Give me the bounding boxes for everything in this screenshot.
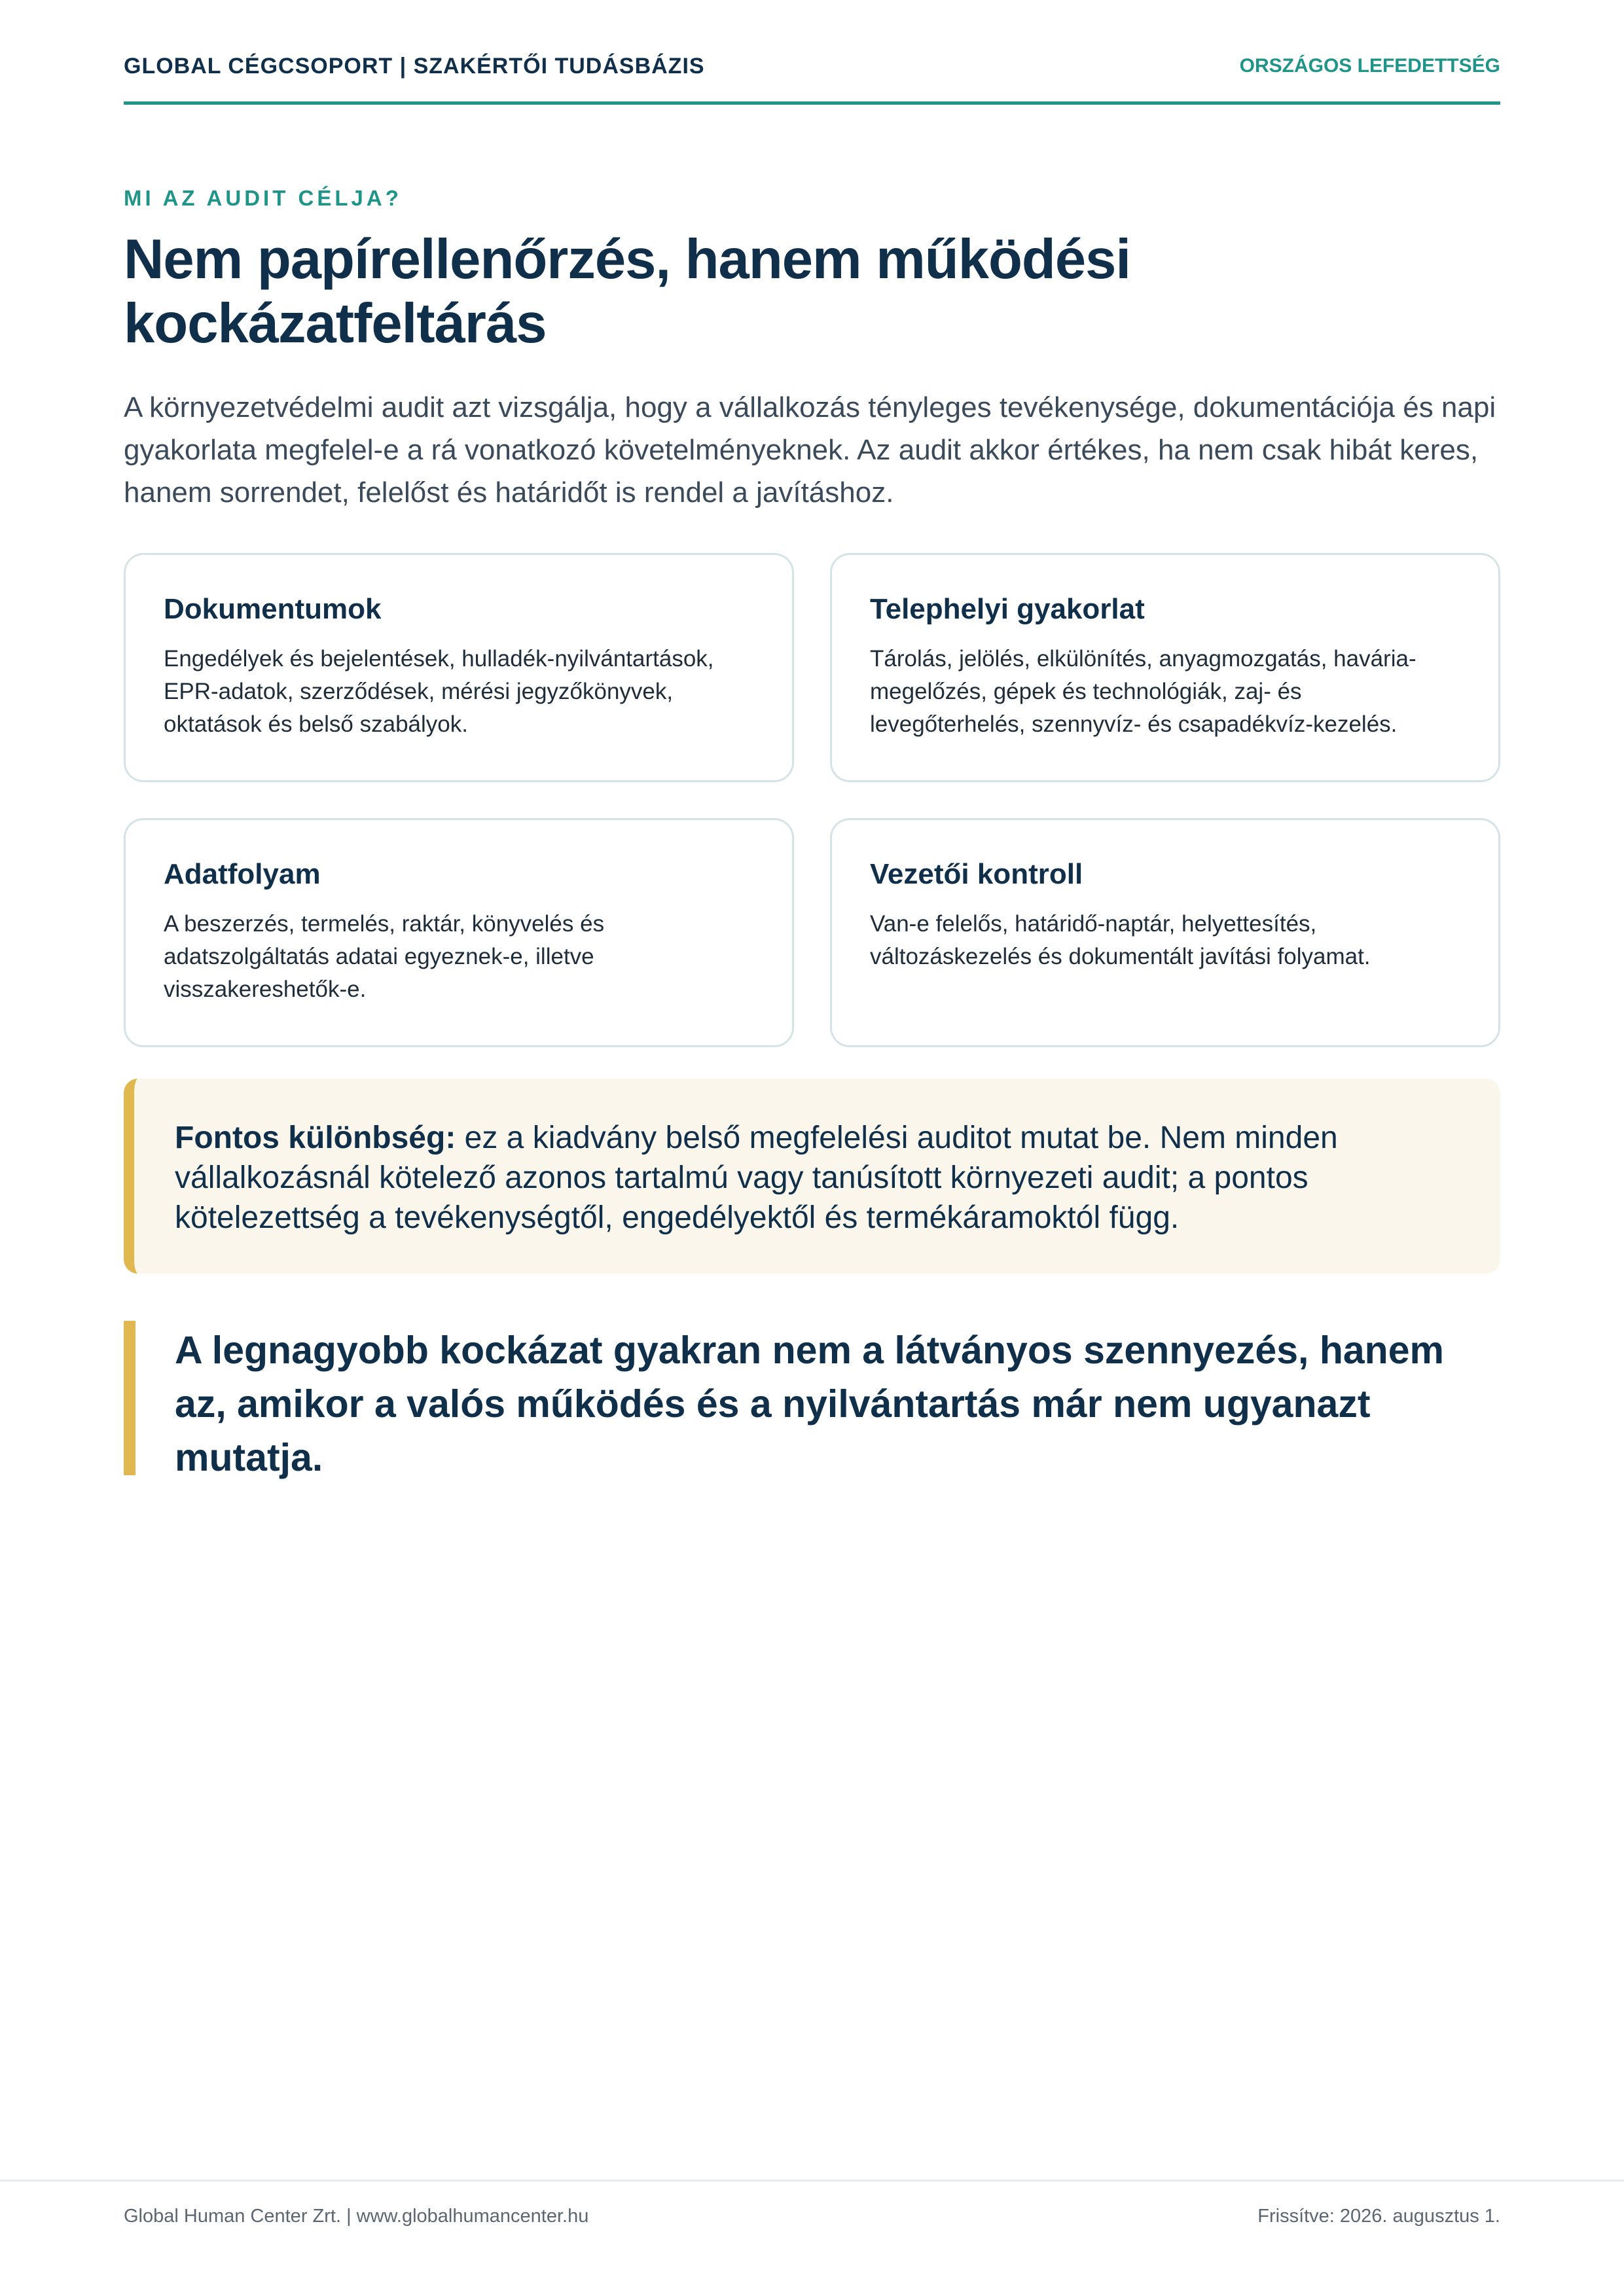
card-site-practice bbox=[830, 553, 1500, 782]
note-text: ez a kiadvány belső megfelelési auditot mutat be. Nem minden vállalkozásnál kötelező azonos tartalmú vagy tanúsított környezeti audit; a pontos kötelezettség a tevékenységtől, engedélyektől és termékáramoktól függ. bbox=[175, 1121, 1338, 1235]
card-text: A beszerzés, termelés, raktár, könyvelés és adatszolgáltatás adatai egyeznek-e, illetve visszakereshetők-e. bbox=[164, 911, 605, 1002]
section-eyebrow: MI AZ AUDIT CÉLJA? bbox=[124, 186, 402, 210]
note-label: Fontos különbség: bbox=[175, 1121, 456, 1155]
card-title: Vezetői kontroll bbox=[870, 858, 1083, 890]
page-header bbox=[124, 54, 1500, 105]
card-text: Engedélyek és bejelentések, hulladék-nyilvántartások, EPR-adatok, szerződések, mérési jegyzőkönyvek, oktatások és belső szabályok. bbox=[164, 646, 714, 737]
footer-divider bbox=[0, 2179, 1624, 2181]
brand-title: GLOBAL CÉGCSOPORT | SZAKÉRTŐI TUDÁSBÁZIS bbox=[124, 54, 705, 79]
pull-quote: A legnagyobb kockázat gyakran nem a látványos szennyezés, hanem az, amikor a valós működés és a nyilvántartás már nem ugyanazt mutatja. bbox=[124, 1321, 1500, 1475]
card-text: Tárolás, jelölés, elkülönítés, anyagmozgatás, havária-megelőzés, gépek és technológiák, zaj- és levegőterhelés, szennyvíz- és csapadékvíz-kezelés. bbox=[870, 646, 1416, 737]
card-title: Telephelyi gyakorlat bbox=[870, 593, 1145, 625]
card-title: Adatfolyam bbox=[164, 858, 321, 890]
page-title: Nem papírellenőrzés, hanem működési kockázatfeltárás bbox=[124, 228, 1130, 355]
card-management-control bbox=[830, 818, 1500, 1047]
card-data-flow bbox=[124, 818, 794, 1047]
coverage-label: ORSZÁGOS LEFEDETTSÉG bbox=[1239, 55, 1500, 77]
footer-updated: Frissítve: 2026. augusztus 1. bbox=[1257, 2206, 1500, 2227]
important-note bbox=[124, 1079, 1500, 1274]
footer-company: Global Human Center Zrt. | www.globalhumancenter.hu bbox=[124, 2206, 589, 2227]
card-documents bbox=[124, 553, 794, 782]
card-text: Van-e felelős, határidő-naptár, helyettesítés, változáskezelés és dokumentált javítási folyamat. bbox=[870, 911, 1371, 969]
card-title: Dokumentumok bbox=[164, 593, 382, 625]
intro-paragraph: A környezetvédelmi audit azt vizsgálja, hogy a vállalkozás tényleges tevékenysége, dokumentációja és napi gyakorlata megfelel-e a rá vonatkozó követelményeknek. Az audit akkor értékes, ha nem csak hibát keres, hanem sorrendet, felelőst és határidőt is rendel a javításhoz. bbox=[124, 391, 1496, 509]
